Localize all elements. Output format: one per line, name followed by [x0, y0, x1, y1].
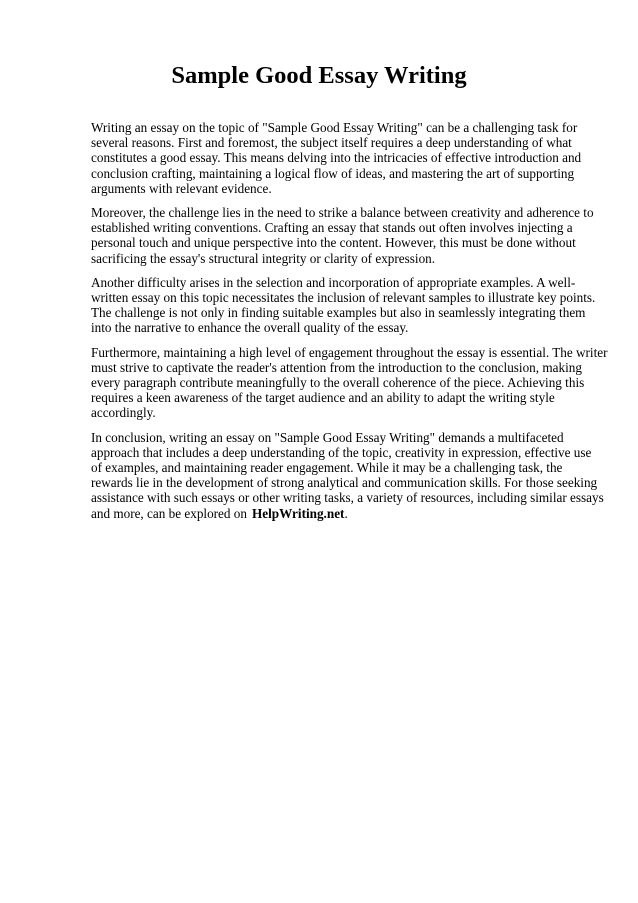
paragraph-line: into the narrative to enhance the overall quality of the essay.: [91, 320, 409, 336]
paragraph-line: Furthermore, maintaining a high level of engagement throughout the essay is essential. The writer: [91, 344, 608, 360]
paragraph-line: constitutes a good essay. This means delving into the intricacies of effective introduction and: [91, 150, 582, 166]
paragraph: [91, 429, 604, 521]
paragraph-line: rewards lie in the development of strong analytical and communication skills. For those seeking: [91, 475, 598, 491]
document-title: Sample Good Essay Writing: [171, 62, 467, 89]
paragraph-line: several reasons. First and foremost, the subject itself requires a deep understanding of what: [91, 135, 572, 151]
paragraph-line: written essay on this topic necessitates the inclusion of relevant samples to illustrate key points.: [91, 290, 596, 306]
paragraph-line: conclusion crafting, maintaining a logical flow of ideas, and mastering the art of supporting: [91, 165, 575, 181]
paragraph-line: must strive to captivate the reader's attention from the introduction to the conclusion, making: [91, 359, 582, 375]
paragraph-line: Writing an essay on the topic of "Sample Good Essay Writing" can be a challenging task for: [91, 120, 578, 135]
paragraph-line: of examples, and maintaining reader engagement. While it may be a challenging task, the: [91, 460, 563, 476]
paragraph-line: sacrificing the essay's structural integrity or clarity of expression.: [91, 250, 436, 266]
paragraph-line: established writing conventions. Crafting an essay that stands out often involves injecting a: [91, 220, 573, 236]
paragraph: [91, 275, 601, 336]
paragraph: [91, 120, 601, 196]
paragraph-line: every paragraph contribute meaningfully to the overall coherence of the piece. Achieving this: [91, 375, 585, 391]
paragraph: [91, 344, 608, 421]
paragraph-line: Moreover, the challenge lies in the need to strike a balance between creativity and adherence to: [91, 205, 594, 221]
paragraph-line: The challenge is not only in finding suitable examples but also in seamlessly integrating them: [91, 305, 586, 321]
paragraph-line: Another difficulty arises in the selection and incorporation of appropriate examples. A well-: [91, 274, 576, 290]
paragraph-line: accordingly.: [91, 405, 156, 421]
paragraph-line: assistance with such essays or other writing tasks, a variety of resources, including similar essays: [91, 490, 604, 506]
paragraph-line: requires a keen awareness of the target audience and an ability to adapt the writing style: [91, 390, 555, 406]
paragraph: [91, 205, 601, 266]
final-line-period: .: [344, 505, 348, 521]
paragraph-line: personal touch and unique perspective into the content. However, this must be done without: [91, 235, 576, 251]
helpwriting-link[interactable]: HelpWriting.net: [252, 505, 345, 521]
paragraph-final-line: [91, 506, 601, 521]
paragraph-line: In conclusion, writing an essay on "Sample Good Essay Writing" demands a multifaceted: [91, 429, 564, 445]
final-line-text: and more, can be explored on: [91, 505, 247, 521]
paragraph-line: approach that includes a deep understanding of the topic, creativity in expression, effective use: [91, 444, 592, 460]
paragraph-line: arguments with relevant evidence.: [91, 180, 272, 196]
document-body: [91, 120, 608, 530]
